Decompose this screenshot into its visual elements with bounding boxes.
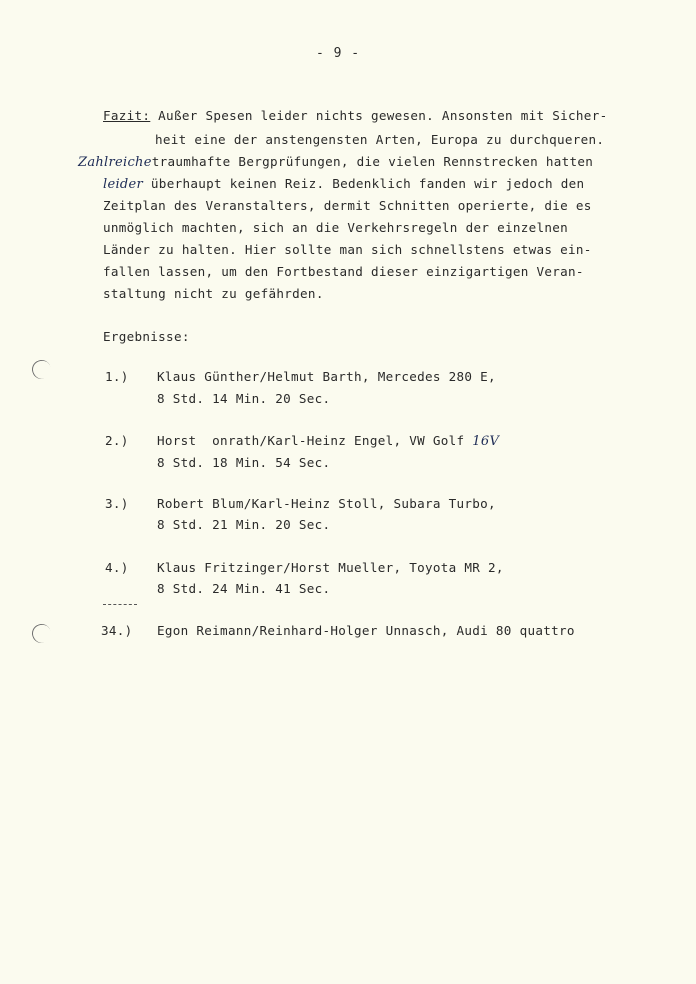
result-time: 8 Std. 21 Min. 20 Sec.	[157, 517, 331, 532]
result-rank: 4.)	[105, 560, 129, 575]
handwritten-note: leider	[103, 177, 144, 192]
separator-line	[103, 604, 137, 605]
fazit-line-7: Länder zu halten. Hier sollte man sich schnellstens etwas ein-	[103, 242, 592, 257]
result-rank: 34.)	[101, 623, 133, 638]
result-time: 8 Std. 14 Min. 20 Sec.	[157, 391, 331, 406]
punch-hole	[29, 621, 53, 645]
result-crew: Klaus Günther/Helmut Barth, Mercedes 280 E,	[157, 369, 496, 384]
result-crew: Klaus Fritzinger/Horst Mueller, Toyota MR 2,	[157, 560, 504, 575]
fazit-line-9: staltung nicht zu gefährden.	[103, 286, 324, 301]
result-crew: Egon Reimann/Reinhard-Holger Unnasch, Audi 80 quattro	[157, 623, 575, 638]
result-rank: 3.)	[105, 496, 129, 511]
fazit-line-6: unmöglich machten, sich an die Verkehrsregeln der einzelnen	[103, 220, 569, 235]
handwritten-note: 16V	[472, 434, 500, 449]
fazit-line-5: Zeitplan des Veranstalters, dermit Schnitten operierte, die es	[103, 198, 592, 213]
fazit-line-1: Fazit: Außer Spesen leider nichts gewesen. Ansonsten mit Sicher-	[103, 108, 608, 123]
result-time: 8 Std. 24 Min. 41 Sec.	[157, 581, 331, 596]
fazit-line-4: leider überhaupt keinen Reiz. Bedenklich fanden wir jedoch den	[103, 176, 585, 192]
result-rank: 2.)	[105, 433, 129, 448]
result-crew: Horst onrath/Karl-Heinz Engel, VW Golf 16V	[157, 433, 500, 449]
result-crew: Robert Blum/Karl-Heinz Stoll, Subara Turbo,	[157, 496, 496, 511]
punch-hole	[29, 357, 53, 381]
fazit-line-3: Zahlreichetraumhafte Bergprüfungen, die vielen Rennstrecken hatten	[78, 154, 594, 170]
fazit-line-8: fallen lassen, um den Fortbestand dieser einzigartigen Veran-	[103, 264, 584, 279]
fazit-line-2: heit eine der anstengensten Arten, Europa zu durchqueren.	[155, 132, 605, 147]
fazit-label: Fazit:	[103, 108, 151, 123]
page-number: - 9 -	[316, 46, 361, 61]
results-heading: Ergebnisse:	[103, 329, 190, 344]
handwritten-note: Zahlreiche	[78, 155, 152, 170]
result-time: 8 Std. 18 Min. 54 Sec.	[157, 455, 331, 470]
result-rank: 1.)	[105, 369, 129, 384]
